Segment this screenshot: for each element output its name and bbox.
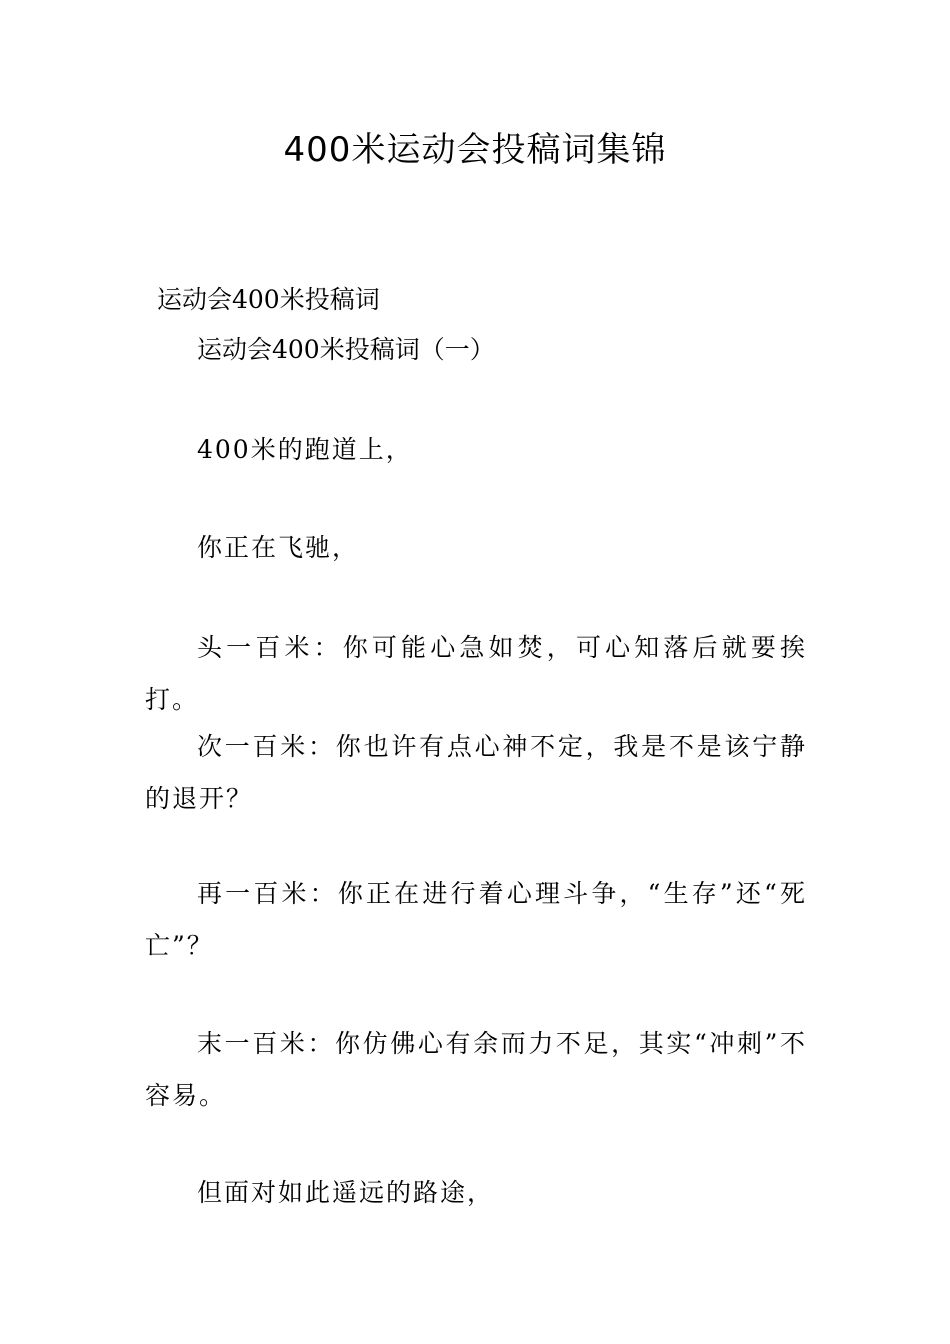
paragraph: 次一百米：你也许有点心神不定，我是不是该宁静的退开？ xyxy=(145,732,807,813)
section-heading: 运动会400米投稿词 xyxy=(157,285,380,314)
paragraph: 再一百米：你正在进行着心理斗争，“生存”还“死亡”？ xyxy=(145,879,807,960)
subheading: 运动会400米投稿词（一） xyxy=(197,335,495,364)
paragraph: 你正在飞驰， xyxy=(197,533,360,562)
paragraph: 400米的跑道上， xyxy=(197,435,413,464)
paragraph: 末一百米：你仿佛心有余而力不足，其实“冲刺”不容易。 xyxy=(145,1029,807,1110)
document-title: 400米运动会投稿词集锦 xyxy=(283,130,667,170)
paragraph: 但面对如此遥远的路途， xyxy=(197,1178,495,1207)
paragraph: 头一百米：你可能心急如焚，可心知落后就要挨打。 xyxy=(145,633,807,714)
